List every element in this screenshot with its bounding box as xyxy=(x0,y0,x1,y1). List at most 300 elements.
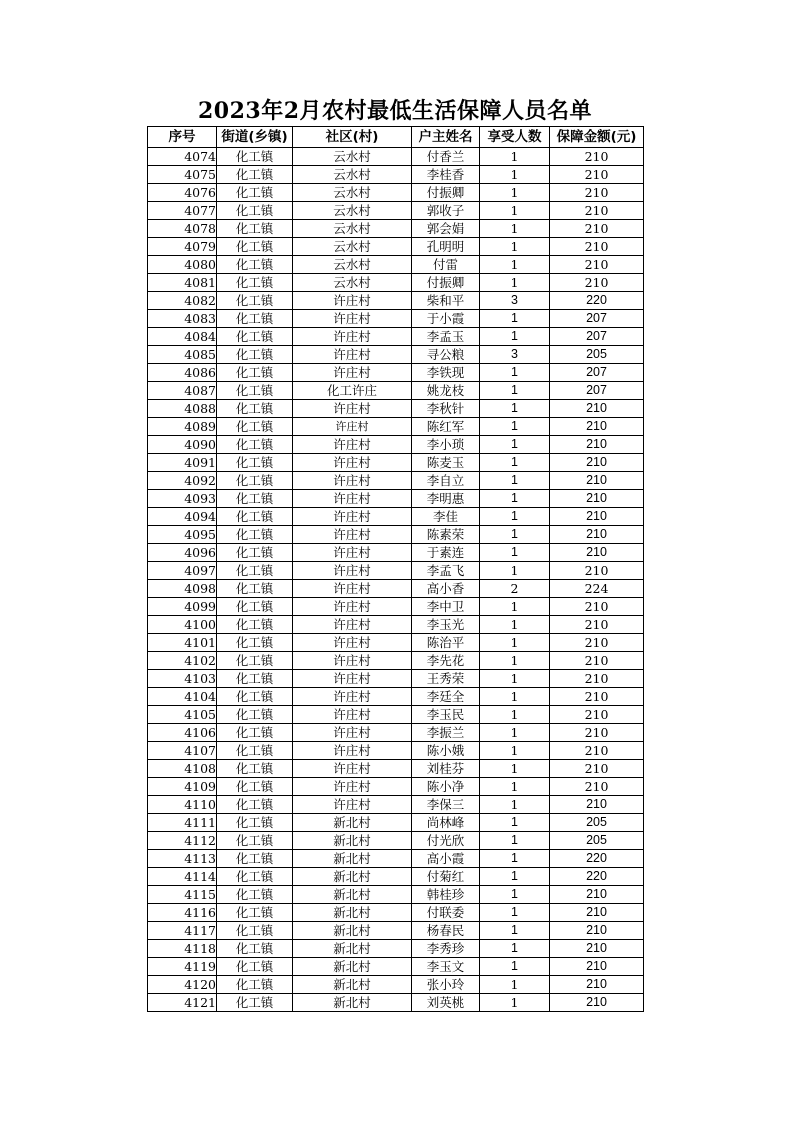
table-row xyxy=(148,292,644,310)
street-cell: 化工镇 xyxy=(217,238,293,256)
persons-cell: 1 xyxy=(480,310,550,328)
street-cell: 化工镇 xyxy=(217,670,293,688)
village-cell: 许庄村 xyxy=(293,310,412,328)
amount-cell: 207 xyxy=(550,382,644,400)
persons-cell: 1 xyxy=(480,814,550,832)
table-row xyxy=(148,472,644,490)
village-cell: 许庄村 xyxy=(293,796,412,814)
serial-no-cell: 4078 xyxy=(148,220,217,238)
serial-no-cell: 4081 xyxy=(148,274,217,292)
table-row xyxy=(148,616,644,634)
serial-no-cell: 4117 xyxy=(148,922,217,940)
serial-no-cell: 4112 xyxy=(148,832,217,850)
householder-cell: 刘英桃 xyxy=(412,994,480,1012)
serial-no-cell: 4115 xyxy=(148,886,217,904)
householder-cell: 李孟玉 xyxy=(412,328,480,346)
persons-cell: 1 xyxy=(480,760,550,778)
householder-cell: 尚林峰 xyxy=(412,814,480,832)
amount-cell: 210 xyxy=(550,706,644,724)
persons-cell: 1 xyxy=(480,778,550,796)
amount-cell: 210 xyxy=(550,778,644,796)
village-cell: 许庄村 xyxy=(293,418,412,436)
street-cell: 化工镇 xyxy=(217,706,293,724)
table-row xyxy=(148,202,644,220)
persons-cell: 1 xyxy=(480,886,550,904)
amount-cell: 207 xyxy=(550,364,644,382)
village-cell: 云水村 xyxy=(293,184,412,202)
village-cell: 许庄村 xyxy=(293,508,412,526)
persons-cell: 1 xyxy=(480,706,550,724)
serial-no-cell: 4094 xyxy=(148,508,217,526)
village-cell: 新北村 xyxy=(293,976,412,994)
householder-cell: 李玉民 xyxy=(412,706,480,724)
householder-cell: 付振卿 xyxy=(412,274,480,292)
village-cell: 新北村 xyxy=(293,994,412,1012)
persons-cell: 1 xyxy=(480,238,550,256)
serial-no-cell: 4075 xyxy=(148,166,217,184)
persons-cell: 1 xyxy=(480,490,550,508)
table-row xyxy=(148,652,644,670)
table-row xyxy=(148,166,644,184)
serial-no-cell: 4099 xyxy=(148,598,217,616)
village-cell: 许庄村 xyxy=(293,472,412,490)
serial-no-cell: 4097 xyxy=(148,562,217,580)
householder-cell: 陈小净 xyxy=(412,778,480,796)
table-row xyxy=(148,418,644,436)
amount-cell: 210 xyxy=(550,562,644,580)
street-cell: 化工镇 xyxy=(217,796,293,814)
persons-cell: 1 xyxy=(480,976,550,994)
street-cell: 化工镇 xyxy=(217,508,293,526)
amount-cell: 224 xyxy=(550,580,644,598)
serial-no-cell: 4074 xyxy=(148,148,217,166)
village-cell: 新北村 xyxy=(293,850,412,868)
table-row xyxy=(148,148,644,166)
village-cell: 许庄村 xyxy=(293,292,412,310)
village-cell: 许庄村 xyxy=(293,742,412,760)
table-row xyxy=(148,544,644,562)
householder-cell: 付光欣 xyxy=(412,832,480,850)
householder-cell: 刘桂芬 xyxy=(412,760,480,778)
table-row xyxy=(148,400,644,418)
roster-body xyxy=(148,148,644,1012)
header-amount: 保障金额(元) xyxy=(550,127,644,148)
householder-cell: 李秀珍 xyxy=(412,940,480,958)
village-cell: 许庄村 xyxy=(293,436,412,454)
householder-cell: 李中卫 xyxy=(412,598,480,616)
amount-cell: 210 xyxy=(550,436,644,454)
page-title: 2023年2月农村最低生活保障人员名单 xyxy=(197,98,593,124)
street-cell: 化工镇 xyxy=(217,364,293,382)
serial-no-cell: 4114 xyxy=(148,868,217,886)
village-cell: 许庄村 xyxy=(293,562,412,580)
persons-cell: 1 xyxy=(480,148,550,166)
householder-cell: 韩桂珍 xyxy=(412,886,480,904)
street-cell: 化工镇 xyxy=(217,256,293,274)
serial-no-cell: 4118 xyxy=(148,940,217,958)
table-row xyxy=(148,184,644,202)
persons-cell: 1 xyxy=(480,832,550,850)
persons-cell: 1 xyxy=(480,652,550,670)
village-cell: 云水村 xyxy=(293,238,412,256)
serial-no-cell: 4103 xyxy=(148,670,217,688)
village-cell: 新北村 xyxy=(293,814,412,832)
street-cell: 化工镇 xyxy=(217,886,293,904)
table-row xyxy=(148,490,644,508)
householder-cell: 张小玲 xyxy=(412,976,480,994)
village-cell: 许庄村 xyxy=(293,526,412,544)
table-row xyxy=(148,904,644,922)
persons-cell: 1 xyxy=(480,688,550,706)
householder-cell: 郭会娟 xyxy=(412,220,480,238)
householder-cell: 付联委 xyxy=(412,904,480,922)
village-cell: 新北村 xyxy=(293,868,412,886)
householder-cell: 王秀荣 xyxy=(412,670,480,688)
street-cell: 化工镇 xyxy=(217,616,293,634)
householder-cell: 柴和平 xyxy=(412,292,480,310)
street-cell: 化工镇 xyxy=(217,958,293,976)
householder-cell: 付雷 xyxy=(412,256,480,274)
householder-cell: 于小霞 xyxy=(412,310,480,328)
amount-cell: 210 xyxy=(550,400,644,418)
village-cell: 许庄村 xyxy=(293,454,412,472)
persons-cell: 1 xyxy=(480,418,550,436)
table-row xyxy=(148,256,644,274)
village-cell: 云水村 xyxy=(293,166,412,184)
householder-cell: 李铁现 xyxy=(412,364,480,382)
village-cell: 许庄村 xyxy=(293,364,412,382)
table-row xyxy=(148,886,644,904)
amount-cell: 210 xyxy=(550,184,644,202)
header-row xyxy=(148,127,644,148)
table-row xyxy=(148,940,644,958)
persons-cell: 1 xyxy=(480,274,550,292)
householder-cell: 李佳 xyxy=(412,508,480,526)
street-cell: 化工镇 xyxy=(217,724,293,742)
serial-no-cell: 4088 xyxy=(148,400,217,418)
serial-no-cell: 4098 xyxy=(148,580,217,598)
persons-cell: 1 xyxy=(480,382,550,400)
street-cell: 化工镇 xyxy=(217,904,293,922)
village-cell: 许庄村 xyxy=(293,328,412,346)
table-row xyxy=(148,976,644,994)
village-cell: 许庄村 xyxy=(293,688,412,706)
householder-cell: 孔明明 xyxy=(412,238,480,256)
amount-cell: 210 xyxy=(550,940,644,958)
persons-cell: 1 xyxy=(480,202,550,220)
persons-cell: 1 xyxy=(480,940,550,958)
persons-cell: 1 xyxy=(480,670,550,688)
table-row xyxy=(148,598,644,616)
table-row xyxy=(148,814,644,832)
street-cell: 化工镇 xyxy=(217,310,293,328)
serial-no-cell: 4121 xyxy=(148,994,217,1012)
householder-cell: 寻公粮 xyxy=(412,346,480,364)
table-row xyxy=(148,274,644,292)
persons-cell: 1 xyxy=(480,958,550,976)
serial-no-cell: 4096 xyxy=(148,544,217,562)
amount-cell: 210 xyxy=(550,634,644,652)
village-cell: 云水村 xyxy=(293,274,412,292)
householder-cell: 姚龙枝 xyxy=(412,382,480,400)
serial-no-cell: 4110 xyxy=(148,796,217,814)
amount-cell: 210 xyxy=(550,454,644,472)
persons-cell: 1 xyxy=(480,796,550,814)
street-cell: 化工镇 xyxy=(217,292,293,310)
village-cell: 许庄村 xyxy=(293,652,412,670)
table-row xyxy=(148,328,644,346)
street-cell: 化工镇 xyxy=(217,328,293,346)
householder-cell: 郭收子 xyxy=(412,202,480,220)
table-row xyxy=(148,688,644,706)
amount-cell: 210 xyxy=(550,490,644,508)
persons-cell: 1 xyxy=(480,436,550,454)
village-cell: 许庄村 xyxy=(293,670,412,688)
amount-cell: 210 xyxy=(550,472,644,490)
street-cell: 化工镇 xyxy=(217,778,293,796)
amount-cell: 220 xyxy=(550,868,644,886)
header-persons: 享受人数 xyxy=(480,127,550,148)
street-cell: 化工镇 xyxy=(217,436,293,454)
table-row xyxy=(148,580,644,598)
persons-cell: 1 xyxy=(480,994,550,1012)
street-cell: 化工镇 xyxy=(217,220,293,238)
householder-cell: 李桂香 xyxy=(412,166,480,184)
table-row xyxy=(148,850,644,868)
street-cell: 化工镇 xyxy=(217,580,293,598)
householder-cell: 付香兰 xyxy=(412,148,480,166)
street-cell: 化工镇 xyxy=(217,382,293,400)
persons-cell: 1 xyxy=(480,562,550,580)
serial-no-cell: 4106 xyxy=(148,724,217,742)
street-cell: 化工镇 xyxy=(217,400,293,418)
amount-cell: 207 xyxy=(550,328,644,346)
serial-no-cell: 4076 xyxy=(148,184,217,202)
householder-cell: 付振卿 xyxy=(412,184,480,202)
amount-cell: 210 xyxy=(550,688,644,706)
serial-no-cell: 4095 xyxy=(148,526,217,544)
table-row xyxy=(148,562,644,580)
village-cell: 新北村 xyxy=(293,940,412,958)
street-cell: 化工镇 xyxy=(217,688,293,706)
village-cell: 许庄村 xyxy=(293,724,412,742)
amount-cell: 210 xyxy=(550,976,644,994)
village-cell: 新北村 xyxy=(293,958,412,976)
amount-cell: 210 xyxy=(550,760,644,778)
serial-no-cell: 4089 xyxy=(148,418,217,436)
persons-cell: 1 xyxy=(480,616,550,634)
table-row xyxy=(148,436,644,454)
street-cell: 化工镇 xyxy=(217,832,293,850)
street-cell: 化工镇 xyxy=(217,274,293,292)
persons-cell: 1 xyxy=(480,454,550,472)
persons-cell: 1 xyxy=(480,868,550,886)
persons-cell: 1 xyxy=(480,364,550,382)
table-row xyxy=(148,742,644,760)
persons-cell: 1 xyxy=(480,544,550,562)
table-row xyxy=(148,760,644,778)
street-cell: 化工镇 xyxy=(217,418,293,436)
persons-cell: 1 xyxy=(480,526,550,544)
amount-cell: 205 xyxy=(550,814,644,832)
persons-cell: 1 xyxy=(480,742,550,760)
village-cell: 许庄村 xyxy=(293,778,412,796)
village-cell: 云水村 xyxy=(293,202,412,220)
street-cell: 化工镇 xyxy=(217,346,293,364)
village-cell: 云水村 xyxy=(293,256,412,274)
householder-cell: 李保三 xyxy=(412,796,480,814)
persons-cell: 1 xyxy=(480,634,550,652)
street-cell: 化工镇 xyxy=(217,148,293,166)
amount-cell: 210 xyxy=(550,256,644,274)
village-cell: 许庄村 xyxy=(293,544,412,562)
persons-cell: 3 xyxy=(480,346,550,364)
amount-cell: 210 xyxy=(550,652,644,670)
amount-cell: 210 xyxy=(550,796,644,814)
street-cell: 化工镇 xyxy=(217,850,293,868)
table-row xyxy=(148,346,644,364)
householder-cell: 高小香 xyxy=(412,580,480,598)
village-cell: 云水村 xyxy=(293,148,412,166)
householder-cell: 陈麦玉 xyxy=(412,454,480,472)
householder-cell: 杨春民 xyxy=(412,922,480,940)
street-cell: 化工镇 xyxy=(217,634,293,652)
serial-no-cell: 4092 xyxy=(148,472,217,490)
householder-cell: 付菊红 xyxy=(412,868,480,886)
amount-cell: 210 xyxy=(550,166,644,184)
table-row xyxy=(148,994,644,1012)
street-cell: 化工镇 xyxy=(217,544,293,562)
householder-cell: 陈治平 xyxy=(412,634,480,652)
householder-cell: 陈红军 xyxy=(412,418,480,436)
persons-cell: 1 xyxy=(480,220,550,238)
street-cell: 化工镇 xyxy=(217,652,293,670)
amount-cell: 210 xyxy=(550,616,644,634)
serial-no-cell: 4093 xyxy=(148,490,217,508)
village-cell: 新北村 xyxy=(293,922,412,940)
table-row xyxy=(148,778,644,796)
street-cell: 化工镇 xyxy=(217,472,293,490)
persons-cell: 1 xyxy=(480,184,550,202)
header-street: 街道(乡镇) xyxy=(217,127,293,148)
persons-cell: 1 xyxy=(480,400,550,418)
serial-no-cell: 4100 xyxy=(148,616,217,634)
amount-cell: 210 xyxy=(550,148,644,166)
subsistence-roster-table xyxy=(147,126,644,1012)
table-row xyxy=(148,508,644,526)
street-cell: 化工镇 xyxy=(217,454,293,472)
householder-cell: 李振兰 xyxy=(412,724,480,742)
serial-no-cell: 4082 xyxy=(148,292,217,310)
street-cell: 化工镇 xyxy=(217,526,293,544)
householder-cell: 李先花 xyxy=(412,652,480,670)
persons-cell: 1 xyxy=(480,472,550,490)
persons-cell: 1 xyxy=(480,850,550,868)
persons-cell: 1 xyxy=(480,904,550,922)
serial-no-cell: 4105 xyxy=(148,706,217,724)
amount-cell: 220 xyxy=(550,850,644,868)
village-cell: 许庄村 xyxy=(293,616,412,634)
table-row xyxy=(148,220,644,238)
amount-cell: 207 xyxy=(550,310,644,328)
amount-cell: 210 xyxy=(550,544,644,562)
serial-no-cell: 4108 xyxy=(148,760,217,778)
street-cell: 化工镇 xyxy=(217,202,293,220)
village-cell: 新北村 xyxy=(293,832,412,850)
serial-no-cell: 4113 xyxy=(148,850,217,868)
serial-no-cell: 4079 xyxy=(148,238,217,256)
header-serial-no: 序号 xyxy=(148,127,217,148)
householder-cell: 李明惠 xyxy=(412,490,480,508)
serial-no-cell: 4107 xyxy=(148,742,217,760)
table-row xyxy=(148,310,644,328)
street-cell: 化工镇 xyxy=(217,814,293,832)
amount-cell: 210 xyxy=(550,418,644,436)
amount-cell: 210 xyxy=(550,994,644,1012)
householder-cell: 高小霞 xyxy=(412,850,480,868)
serial-no-cell: 4091 xyxy=(148,454,217,472)
village-cell: 许庄村 xyxy=(293,490,412,508)
amount-cell: 205 xyxy=(550,832,644,850)
amount-cell: 205 xyxy=(550,346,644,364)
table-row xyxy=(148,526,644,544)
table-row xyxy=(148,706,644,724)
street-cell: 化工镇 xyxy=(217,868,293,886)
householder-cell: 陈小娥 xyxy=(412,742,480,760)
table-row xyxy=(148,238,644,256)
serial-no-cell: 4087 xyxy=(148,382,217,400)
persons-cell: 1 xyxy=(480,724,550,742)
persons-cell: 1 xyxy=(480,328,550,346)
amount-cell: 210 xyxy=(550,526,644,544)
table-row xyxy=(148,724,644,742)
table-row xyxy=(148,922,644,940)
amount-cell: 210 xyxy=(550,274,644,292)
street-cell: 化工镇 xyxy=(217,760,293,778)
householder-cell: 于素连 xyxy=(412,544,480,562)
village-cell: 许庄村 xyxy=(293,634,412,652)
header-householder: 户主姓名 xyxy=(412,127,480,148)
village-cell: 许庄村 xyxy=(293,400,412,418)
householder-cell: 李小琐 xyxy=(412,436,480,454)
street-cell: 化工镇 xyxy=(217,490,293,508)
serial-no-cell: 4090 xyxy=(148,436,217,454)
serial-no-cell: 4083 xyxy=(148,310,217,328)
amount-cell: 210 xyxy=(550,508,644,526)
householder-cell: 李秋针 xyxy=(412,400,480,418)
persons-cell: 3 xyxy=(480,292,550,310)
village-cell: 化工许庄 xyxy=(293,382,412,400)
amount-cell: 210 xyxy=(550,238,644,256)
serial-no-cell: 4111 xyxy=(148,814,217,832)
serial-no-cell: 4077 xyxy=(148,202,217,220)
table-row xyxy=(148,832,644,850)
table-row xyxy=(148,382,644,400)
serial-no-cell: 4120 xyxy=(148,976,217,994)
amount-cell: 210 xyxy=(550,904,644,922)
persons-cell: 1 xyxy=(480,598,550,616)
householder-cell: 李玉光 xyxy=(412,616,480,634)
serial-no-cell: 4086 xyxy=(148,364,217,382)
street-cell: 化工镇 xyxy=(217,166,293,184)
serial-no-cell: 4109 xyxy=(148,778,217,796)
village-cell: 新北村 xyxy=(293,886,412,904)
serial-no-cell: 4116 xyxy=(148,904,217,922)
street-cell: 化工镇 xyxy=(217,940,293,958)
amount-cell: 210 xyxy=(550,670,644,688)
table-row xyxy=(148,670,644,688)
serial-no-cell: 4119 xyxy=(148,958,217,976)
